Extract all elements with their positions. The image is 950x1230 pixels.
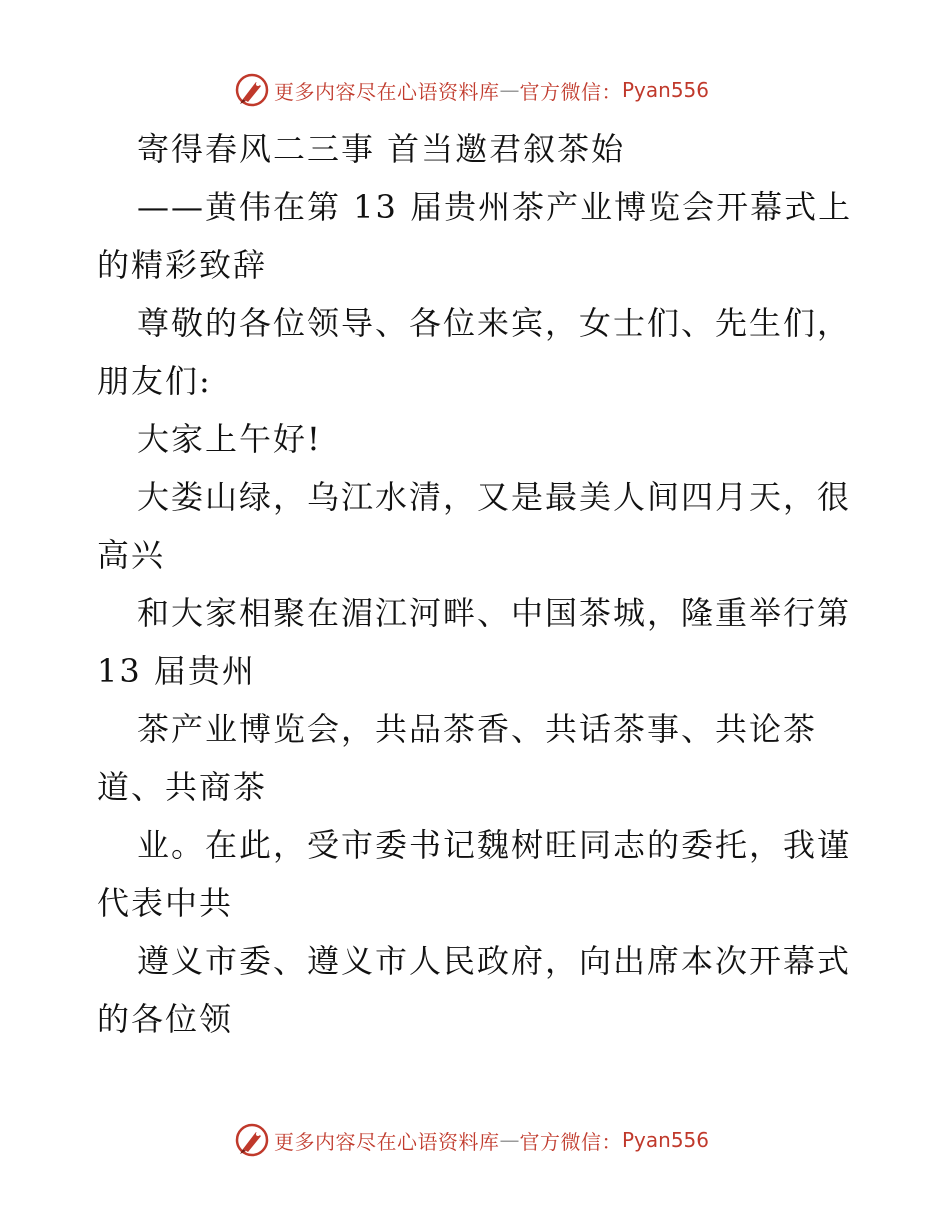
pen-logo-icon bbox=[234, 1122, 270, 1158]
watermark-header bbox=[234, 72, 709, 108]
document-subtitle: ——黄伟在第 13 届贵州茶产业博览会开幕式上 bbox=[137, 188, 853, 226]
body-line: 的各位领 bbox=[97, 1000, 234, 1038]
body-line: 朋友们: bbox=[97, 362, 212, 400]
body-line: 和大家相聚在湄江河畔、中国茶城，隆重举行第 bbox=[137, 594, 852, 632]
pen-logo-icon bbox=[234, 72, 270, 108]
body-line: 尊敬的各位领导、各位来宾，女士们、先生们， bbox=[137, 304, 852, 342]
body-line: 大家上午好! bbox=[137, 420, 322, 458]
body-line: 遵义市委、遵义市人民政府，向出席本次开幕式 bbox=[137, 942, 852, 980]
body-line: 茶产业博览会，共品茶香、共话茶事、共论茶 bbox=[137, 710, 818, 748]
watermark-brand: 更多内容尽在心语资料库 bbox=[274, 79, 500, 104]
watermark-footer bbox=[234, 1122, 709, 1158]
body-line: 大娄山绿，乌江水清，又是最美人间四月天，很 bbox=[137, 478, 852, 516]
body-line: 13 届贵州 bbox=[97, 652, 256, 690]
watermark-separator: — bbox=[499, 78, 520, 102]
document-title: 寄得春风二三事 首当邀君叙茶始 bbox=[137, 130, 626, 168]
watermark-brand: 更多内容尽在心语资料库 bbox=[274, 1129, 500, 1154]
body-line: 业。在此，受市委书记魏树旺同志的委托，我谨 bbox=[137, 826, 852, 864]
watermark-wechat-label: 官方微信： bbox=[519, 1129, 622, 1154]
body-line: 高兴 bbox=[97, 536, 166, 574]
body-line: 代表中共 bbox=[97, 884, 234, 922]
body-line: 道、共商茶 bbox=[97, 768, 268, 806]
watermark-wechat-id: Pyan556 bbox=[622, 78, 710, 102]
document-body bbox=[97, 120, 857, 1048]
watermark-wechat-id: Pyan556 bbox=[622, 1128, 710, 1152]
watermark-wechat-label: 官方微信： bbox=[519, 79, 622, 104]
watermark-separator: — bbox=[499, 1128, 520, 1152]
document-subtitle-cont: 的精彩致辞 bbox=[97, 246, 268, 284]
